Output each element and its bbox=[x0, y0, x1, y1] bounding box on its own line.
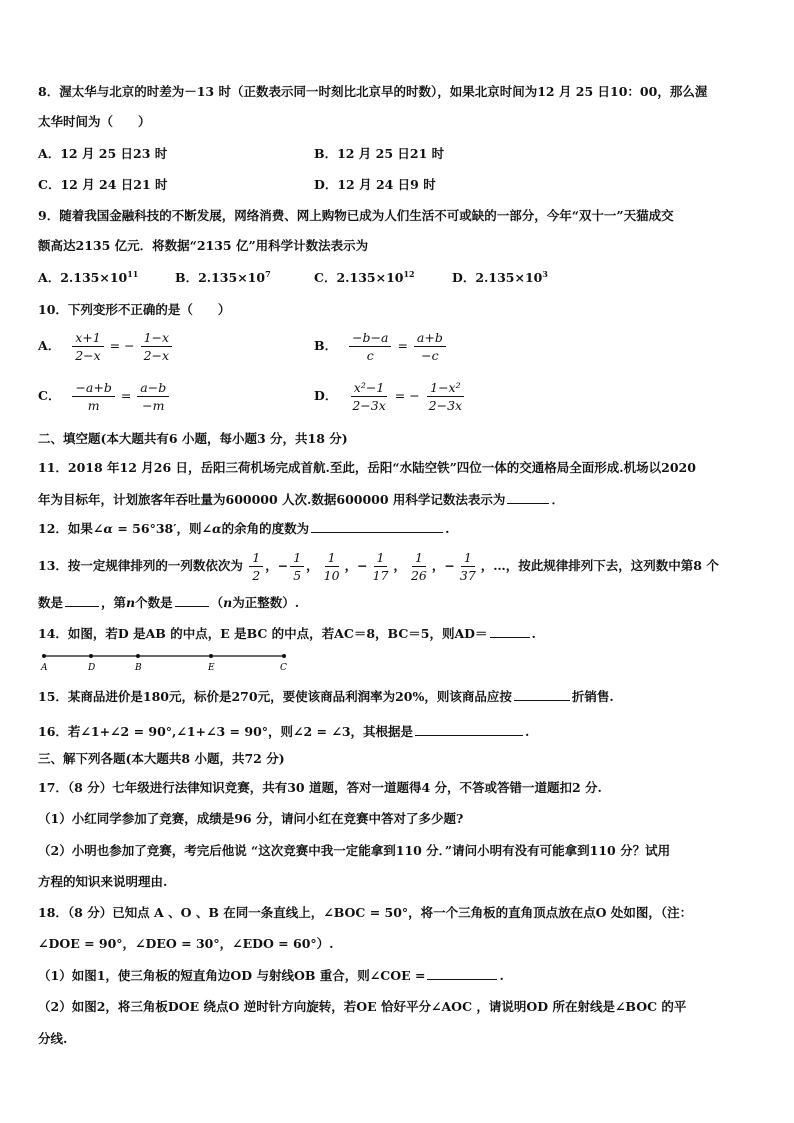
q8-option-d: D．12 月 24 日9 时 bbox=[314, 177, 436, 192]
point-e bbox=[209, 654, 213, 658]
point-a bbox=[42, 654, 46, 658]
q10-option-c: C． $\frac{-a+b}{m}$ = $\frac{a-b}{-m}$ bbox=[38, 380, 171, 413]
section-3-heading: 三、解下列各题(本大题共8 小题，共72 分) bbox=[38, 751, 285, 766]
label-c: C bbox=[280, 663, 287, 673]
q17-part2-line2: 方程的知识来说明理由. bbox=[38, 874, 168, 889]
fraction: $\frac{-a+b}{m}$ bbox=[72, 380, 114, 413]
fraction: $\frac{1}{10}$ bbox=[323, 550, 340, 583]
q8-option-a: A．12 月 25 日23 时 bbox=[38, 146, 168, 161]
q8-line1: 8．渥太华与北京的时差为－13 时（正数表示同一时刻比北京早的时数），如果北京时间为12 月 25 日10：00，那么渥 bbox=[38, 84, 708, 99]
point-b bbox=[136, 654, 140, 658]
q11-line2: 年为目标年，计划旅客年吞吐量为600000 人次.数据600000 用科学记数法表示为 ． bbox=[38, 492, 564, 507]
answer-blank[interactable] bbox=[311, 520, 443, 533]
answer-blank[interactable] bbox=[427, 967, 497, 980]
fraction: $\frac{a+b}{-c}$ bbox=[414, 330, 446, 363]
q9-option-d: D．$2.135\times 10^3$ bbox=[452, 268, 548, 285]
fraction: $\frac{a-b}{-m}$ bbox=[137, 380, 169, 413]
q18-stem-line2: ∠DOE = 90°，∠DEO = 30°，∠EDO = 60°）. bbox=[38, 936, 334, 951]
q10-option-a: A． $\frac{x+1}{2-x}$ = − $\frac{1-x}{2-x}$ bbox=[38, 330, 174, 363]
q10-option-d: D． $\frac{\text{x²−1}}{2-3x}$ = − $\frac{\text{1−x²}}{2-3x}$ bbox=[314, 380, 467, 413]
q18-part1: （1）如图1，使三角板的短直角边OD 与射线OB 重合，则∠COE = . bbox=[38, 968, 504, 983]
fraction: $\frac{1}{17}$ bbox=[372, 550, 389, 583]
answer-blank[interactable] bbox=[175, 594, 209, 607]
q12-line: 12．如果∠α = 56°38′，则∠α的余角的度数为 . bbox=[38, 521, 450, 536]
label-a: A bbox=[41, 663, 48, 673]
answer-blank[interactable] bbox=[65, 594, 99, 607]
answer-blank[interactable] bbox=[507, 491, 549, 504]
q14-line: 14．如图，若D 是AB 的中点，E 是BC 的中点，若AC＝8，BC＝5，则AD＝ . bbox=[38, 626, 536, 641]
q8-option-c: C．12 月 24 日21 时 bbox=[38, 177, 168, 192]
label-d: D bbox=[88, 663, 96, 673]
q17-part1: （1）小红同学参加了竞赛，成绩是96 分，请问小红在竞赛中答对了多少题? bbox=[38, 811, 464, 826]
fraction: $\frac{\text{1−x²}}{2-3x}$ bbox=[428, 380, 463, 413]
q8-line2: 太华时间为（ ） bbox=[38, 114, 151, 129]
fraction: $\frac{1}{37}$ bbox=[459, 550, 476, 583]
fraction: $\frac{1-x}{2-x}$ bbox=[141, 330, 172, 363]
fraction: $\frac{\text{x²−1}}{2-3x}$ bbox=[352, 380, 386, 413]
q17-stem: 17．（8 分）七年级进行法律知识竞赛，共有30 道题，答对一道题得4 分，不答或答错一道题扣2 分. bbox=[38, 780, 602, 795]
q9-line2: 额高达2135 亿元．将数据“2135 亿”用科学计数法表示为 bbox=[38, 238, 369, 253]
fraction: $\frac{-b-a}{c}$ bbox=[349, 330, 391, 363]
fraction: $\frac{1}{2}$ bbox=[249, 550, 263, 583]
q17-part2-line1: （2）小明也参加了竞赛，考完后他说 “这次竞赛中我一定能拿到110 分．”请问小明有没有可能拿到110 分？试用 bbox=[38, 843, 671, 858]
fraction: $\frac{1}{5}$ bbox=[290, 550, 304, 583]
section-2-heading: 二、填空题(本大题共有6 小题，每小题3 分，共18 分) bbox=[38, 431, 348, 446]
q10-option-b: B． $\frac{-b-a}{c}$ = $\frac{a+b}{-c}$ bbox=[314, 330, 448, 363]
q9-line1: 9．随着我国金融科技的不断发展，网络消费、网上购物已成为人们生活不可或缺的一部分，今年“双十一”天猫成交 bbox=[38, 208, 674, 223]
q18-part2-line1: （2）如图2，将三角板DOE 绕点O 逆时针方向旋转，若OE 恰好平分∠AOC ，请说明OD 所在射线是∠BOC 的平 bbox=[38, 999, 687, 1014]
fraction: $\frac{x+1}{2-x}$ bbox=[72, 330, 103, 363]
point-c bbox=[282, 654, 286, 658]
label-e: E bbox=[208, 663, 215, 673]
answer-blank[interactable] bbox=[415, 723, 523, 736]
answer-blank[interactable] bbox=[514, 688, 570, 701]
q13-line2: 数是 ，第n个数是 （n为正整数）. bbox=[38, 595, 300, 610]
label-b: B bbox=[135, 663, 142, 673]
q13-line1: 13．按一定规律排列的一列数依次为 $\frac{1}{2}$ ，− $\frac{1}{5}$ ， $\frac{1}{10}$ ，− $\frac{1}{17}$ ， $\frac{1}{26}$ ，− $\frac{1}{37}$ ，…，按此规律排列下去，这列数中第8 个 bbox=[38, 550, 719, 583]
q18-part2-line2: 分线. bbox=[38, 1031, 68, 1046]
q9-option-c: C．$2.135\times 10^{12}$ bbox=[314, 268, 415, 285]
segment-figure bbox=[38, 648, 298, 674]
q10-stem: 10．下列变形不正确的是（ ） bbox=[38, 302, 231, 317]
q15-line: 15．某商品进价是180元，标价是270元，要使该商品利润率为20%，则该商品应按 折销售. bbox=[38, 689, 614, 704]
q9-option-a: A．$2.135\times 10^{11}$ bbox=[38, 268, 139, 285]
q18-stem-line1: 18．（8 分）已知点 A 、O 、B 在同一条直线上，∠BOC = 50°，将一个三角板的直角顶点放在点O 处如图，（注： bbox=[38, 905, 693, 920]
q11-line1: 11．2018 年12 月26 日，岳阳三荷机场完成首航.至此，岳阳“水陆空铁”四位一体的交通格局全面形成.机场以2020 bbox=[38, 460, 696, 475]
point-d bbox=[89, 654, 93, 658]
q8-option-b: B．12 月 25 日21 时 bbox=[314, 146, 445, 161]
answer-blank[interactable] bbox=[490, 625, 530, 638]
fraction: $\frac{1}{26}$ bbox=[410, 550, 427, 583]
q16-line: 16．若∠1+∠2 = 90°,∠1+∠3 = 90°，则∠2 = ∠3，其根据是 . bbox=[38, 724, 530, 739]
q9-option-b: B．$2.135\times 10^7$ bbox=[175, 268, 271, 285]
